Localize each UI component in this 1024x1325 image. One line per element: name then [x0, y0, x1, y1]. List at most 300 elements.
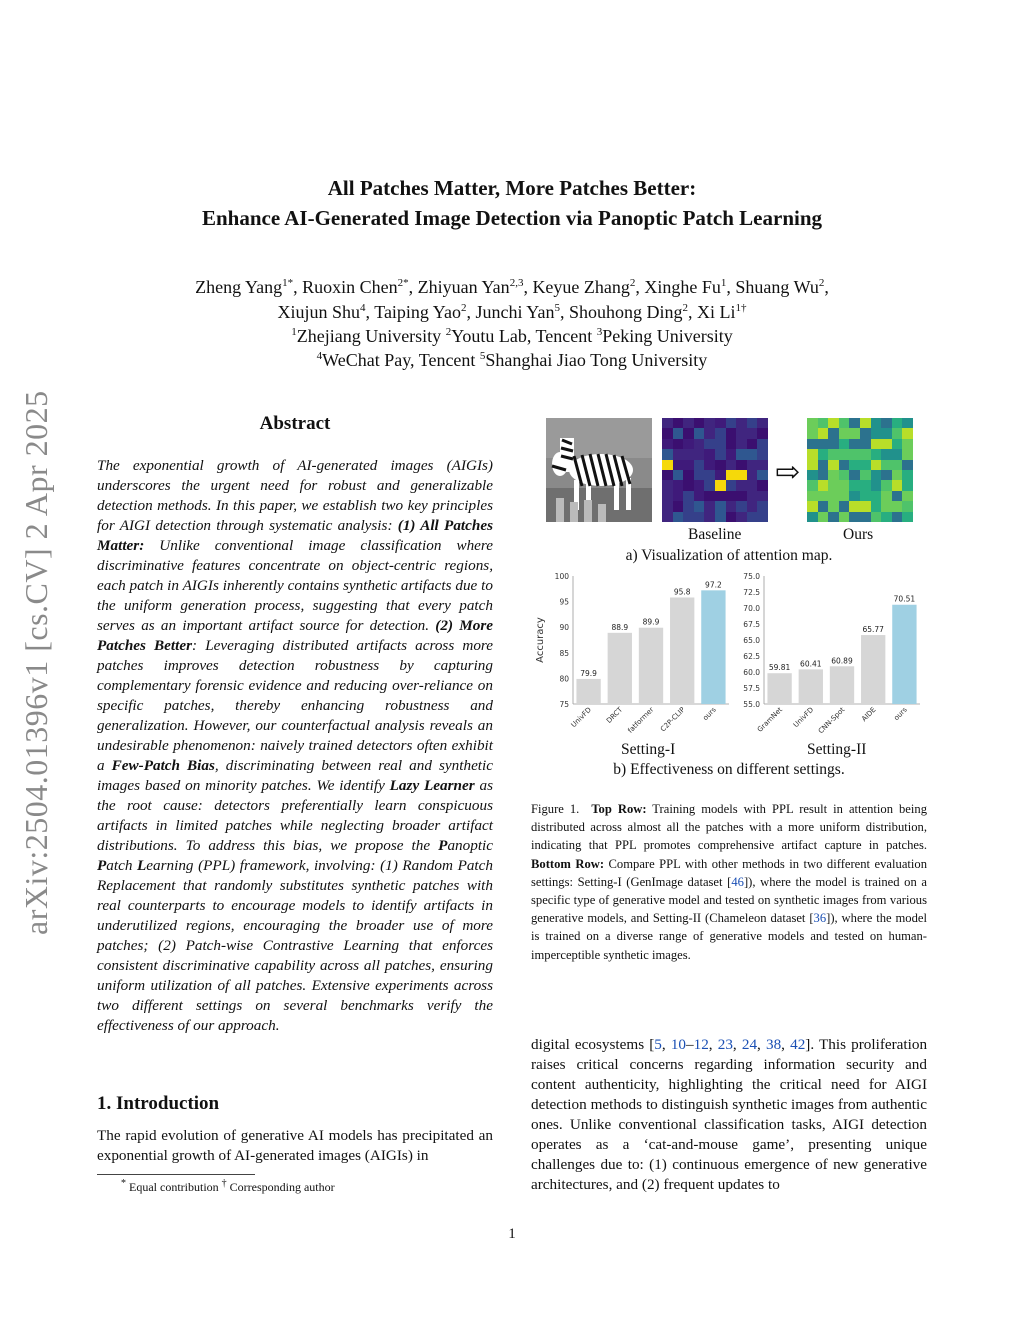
- attention-patch: [683, 491, 694, 502]
- attention-patch: [747, 418, 758, 429]
- footnote: * Equal contribution † Corresponding author: [121, 1178, 335, 1194]
- attention-patch: [747, 512, 758, 523]
- superscript: 2: [629, 277, 636, 289]
- attention-patch: [747, 501, 758, 512]
- attention-patch: [807, 418, 818, 429]
- attention-patch: [662, 512, 673, 523]
- attention-patch: [694, 418, 705, 429]
- attention-patch: [757, 501, 768, 512]
- zebra-image: [546, 418, 652, 522]
- intro-paragraph: The rapid evolution of generative AI models has precipitated an exponential growth of AI-generated images (AIGIs) in: [97, 1127, 493, 1164]
- attention-patch: [715, 512, 726, 523]
- attention-patch: [747, 491, 758, 502]
- attention-patch: [892, 449, 903, 460]
- bar-value-label: 97.2: [705, 580, 722, 590]
- attention-patch: [704, 460, 715, 471]
- attention-patch: [673, 480, 684, 491]
- attention-patch: [704, 428, 715, 439]
- y-tick-label: 62.5: [743, 652, 760, 661]
- bar-c2p-clip: [670, 598, 694, 704]
- attention-patch: [860, 449, 871, 460]
- bar-value-label: 70.51: [893, 594, 916, 604]
- citation-link[interactable]: 46: [731, 874, 744, 889]
- footnote-rule: [97, 1174, 255, 1175]
- attention-patch: [828, 418, 839, 429]
- attention-patch: [747, 460, 758, 471]
- superscript: 1†: [735, 302, 747, 314]
- y-tick-label: 75.0: [743, 572, 760, 581]
- page-number: 1: [508, 1226, 516, 1242]
- attention-patch: [860, 501, 871, 512]
- attention-patch: [849, 449, 860, 460]
- attention-patch: [807, 439, 818, 450]
- y-tick-label: 60.0: [743, 668, 760, 677]
- attention-patch: [747, 428, 758, 439]
- attention-patch: [726, 439, 737, 450]
- attention-patch: [807, 512, 818, 523]
- y-tick-label: 75: [559, 700, 569, 709]
- attention-patch: [902, 470, 913, 481]
- author-name: Shuang Wu: [735, 277, 819, 297]
- attention-patch: [828, 460, 839, 471]
- caption-a: a) Visualization of attention map.: [625, 547, 833, 564]
- abstract-emphasis: Lazy Learner: [389, 777, 475, 794]
- attention-patch: [839, 501, 850, 512]
- attention-patch: [683, 470, 694, 481]
- bar-fatformer: [639, 628, 663, 704]
- x-tick-label: fatformer: [626, 705, 656, 735]
- attention-patch: [757, 460, 768, 471]
- y-tick-label: 95: [559, 597, 569, 607]
- x-tick-label: DRCT: [605, 705, 625, 725]
- attention-patch: [757, 449, 768, 460]
- attention-patch: [694, 449, 705, 460]
- abstract-emphasis: P: [438, 837, 448, 854]
- attention-patch: [807, 428, 818, 439]
- intro-heading: 1. Introduction: [97, 1093, 220, 1114]
- attention-patch: [694, 460, 705, 471]
- attention-patch: [902, 501, 913, 512]
- attention-patch: [736, 491, 747, 502]
- citation-link[interactable]: 38: [765, 1036, 782, 1053]
- attention-patch: [892, 418, 903, 429]
- paper-title-line2: Enhance AI-Generated Image Detection via Panoptic Patch Learning: [201, 206, 823, 230]
- attention-patch: [673, 449, 684, 460]
- attention-patch: [881, 512, 892, 523]
- attention-patch: [849, 491, 860, 502]
- citation-link[interactable]: 12: [693, 1036, 709, 1053]
- attention-patch: [818, 470, 829, 481]
- attention-patch: [871, 470, 882, 481]
- arrow-right-icon: ⇨: [775, 456, 801, 489]
- x-tick-label: ours: [701, 705, 718, 723]
- attention-patch: [828, 512, 839, 523]
- attention-patch: [818, 439, 829, 450]
- attention-patch: [683, 480, 694, 491]
- affiliation: Shanghai Jiao Tong University: [485, 350, 708, 370]
- attention-patch: [860, 418, 871, 429]
- attention-patch: [715, 470, 726, 481]
- y-tick-label: 80: [559, 674, 569, 684]
- attention-patch: [902, 449, 913, 460]
- x-tick-label: ours: [892, 705, 909, 723]
- paper-title-line1: All Patches Matter, More Patches Better:: [327, 176, 697, 200]
- attention-patch: [736, 512, 747, 523]
- x-tick-label: GramNet: [755, 705, 785, 734]
- x-tick-label: UnivFD: [791, 705, 816, 730]
- attention-patch: [736, 428, 747, 439]
- attention-patch: [818, 480, 829, 491]
- attention-patch: [818, 512, 829, 523]
- attention-patch: [662, 501, 673, 512]
- attention-patch: [704, 501, 715, 512]
- attention-patch: [715, 491, 726, 502]
- attention-patch: [683, 418, 694, 429]
- attention-patch: [673, 470, 684, 481]
- y-tick-label: 57.5: [743, 684, 760, 693]
- attention-patch: [726, 460, 737, 471]
- attention-patch: [860, 439, 871, 450]
- attention-patch: [828, 501, 839, 512]
- bar-drct: [608, 633, 632, 704]
- citation-link[interactable]: 10: [670, 1036, 687, 1053]
- attention-patch: [881, 439, 892, 450]
- attention-patch: [683, 460, 694, 471]
- attention-patch: [715, 449, 726, 460]
- attention-patch: [871, 449, 882, 460]
- bar-ours: [892, 605, 916, 704]
- attention-patch: [726, 501, 737, 512]
- attention-patch: [860, 491, 871, 502]
- superscript: 2*: [397, 277, 409, 289]
- attention-patch: [902, 512, 913, 523]
- attention-patch: [828, 480, 839, 491]
- arxiv-identifier: arXiv:2504.01396v1 [cs.CV] 2 Apr 2025: [18, 390, 54, 935]
- citation-link[interactable]: 24: [741, 1036, 758, 1053]
- attention-patch: [892, 439, 903, 450]
- bar-ours: [701, 590, 725, 704]
- attention-patch: [871, 460, 882, 471]
- attention-patch: [881, 428, 892, 439]
- attention-patch: [881, 501, 892, 512]
- attention-patch: [839, 491, 850, 502]
- bar-univfd: [576, 679, 600, 704]
- attention-patch: [902, 439, 913, 450]
- attention-patch: [871, 480, 882, 491]
- author-name: Ruoxin Chen: [302, 277, 398, 297]
- affiliation-line-2: [0, 344, 1024, 372]
- attention-patch: [704, 491, 715, 502]
- attention-patch: [849, 480, 860, 491]
- attention-patch: [828, 439, 839, 450]
- attention-patch: [902, 418, 913, 429]
- attention-patch: [704, 512, 715, 523]
- affiliation: Peking University: [602, 326, 733, 346]
- attention-patch: [807, 449, 818, 460]
- bar-cnn-spot: [830, 666, 854, 704]
- author-name: Xiujun Shu: [277, 302, 361, 322]
- y-tick-label: 70.0: [743, 604, 760, 613]
- attention-patch: [902, 480, 913, 491]
- attention-patch: [704, 418, 715, 429]
- abstract-emphasis: (2) More Patches Better: [97, 617, 493, 654]
- attention-patch: [839, 449, 850, 460]
- attention-patch: [662, 480, 673, 491]
- superscript: 1*: [282, 277, 294, 289]
- attention-patch: [839, 439, 850, 450]
- attention-patch: [818, 418, 829, 429]
- attention-patch: [902, 460, 913, 471]
- chart-setting-2: [730, 570, 930, 748]
- attention-patch: [715, 418, 726, 429]
- attention-patch: [892, 428, 903, 439]
- author-name: Shouhong Ding: [568, 302, 683, 322]
- abstract-text: : Leveraging distributed artifacts across more patches improves detection robustness by capturing complementary forensic evidence and reducing over-reliance on specific patches, thereby enhancing robustness and generalization. However, our counterfactual analysis reveals an undesirable phenomenon: naively trained detectors often exhibit a: [97, 637, 494, 774]
- attention-patch: [673, 428, 684, 439]
- attention-patch: [694, 501, 705, 512]
- attention-patch: [881, 470, 892, 481]
- attention-patch: [662, 428, 673, 439]
- attention-patch: [747, 480, 758, 491]
- attention-patch: [694, 512, 705, 523]
- attention-patch: [871, 418, 882, 429]
- attention-patch: [736, 439, 747, 450]
- attention-patch: [881, 418, 892, 429]
- bar-value-label: 65.77: [862, 625, 884, 635]
- x-tick-label: CNN-Spot: [816, 705, 847, 736]
- citation-link[interactable]: 42: [790, 1036, 806, 1053]
- attention-patch: [736, 449, 747, 460]
- attention-patch: [849, 460, 860, 471]
- attention-patch: [726, 491, 737, 502]
- superscript: 2: [460, 302, 467, 314]
- abstract-emphasis: Few-Patch Bias: [111, 757, 215, 774]
- figure-caption: Figure 1. Top Row: Training models with PPL result in attention being distributed across almost all the patches with a more uniform distribution, indicating that PPL promotes comprehensive artifact capture in patches. Bottom Row: Compare PPL with other methods in two different evaluation settings: Setting-I (GenImage dataset [46]), where the model is trained on a specific type of generative model and tested on synthetic images from various generative models, and Setting-II (Chameleon dataset [36]), where the model is trained on a diverse range of generative models and tested on human-imperceptible synthetic images.: [531, 802, 927, 962]
- baseline-label: Baseline: [688, 526, 742, 543]
- ours-attention-map: [807, 418, 913, 522]
- attention-patch: [860, 428, 871, 439]
- x-tick-label: UnivFD: [569, 705, 594, 730]
- attention-patch: [807, 460, 818, 471]
- attention-patch: [715, 439, 726, 450]
- abstract-text: earning (PPL) framework, involving: (1) Random Patch Replacement that randomly substitutes synthetic patches with real counterparts to encourage models to identify artifacts in underutilized regions, encouraging the broader use of more patches; (2) Patch-wise Contrastive Learning that enforces consistent discriminative capability across all patches, ensuring uniform utilization of all patches. Extensive experiments across two different settings on several benchmarks verify the effectiveness of our approach.: [97, 857, 493, 1034]
- bar-value-label: 79.9: [580, 668, 597, 678]
- attention-patch: [662, 491, 673, 502]
- citation-link[interactable]: 5: [654, 1036, 662, 1053]
- attention-patch: [892, 501, 903, 512]
- attention-patch: [704, 480, 715, 491]
- attention-patch: [828, 449, 839, 460]
- attention-patch: [747, 449, 758, 460]
- attention-patch: [757, 470, 768, 481]
- attention-patch: [849, 418, 860, 429]
- superscript: 1: [720, 277, 727, 289]
- attention-patch: [839, 480, 850, 491]
- author-name: Xinghe Fu: [644, 277, 721, 297]
- attention-patch: [892, 460, 903, 471]
- bar-value-label: 59.81: [768, 663, 791, 673]
- attention-patch: [683, 439, 694, 450]
- attention-patch: [881, 460, 892, 471]
- y-tick-label: 85: [559, 648, 569, 658]
- attention-patch: [673, 418, 684, 429]
- attention-patch: [892, 480, 903, 491]
- superscript: 2: [818, 277, 825, 289]
- citation-link[interactable]: 36: [813, 911, 827, 926]
- attention-patch: [683, 501, 694, 512]
- attention-patch: [849, 428, 860, 439]
- attention-patch: [694, 480, 705, 491]
- attention-patch: [662, 460, 673, 471]
- attention-patch: [757, 428, 768, 439]
- attention-patch: [871, 491, 882, 502]
- attention-patch: [828, 491, 839, 502]
- x-tick-label: AIDE: [860, 705, 878, 724]
- attention-patch: [818, 428, 829, 439]
- attention-patch: [892, 512, 903, 523]
- author-name: Junchi Yan: [475, 302, 555, 322]
- attention-patch: [683, 428, 694, 439]
- attention-patch: [736, 501, 747, 512]
- abstract-text: Unlike conventional image classification where discriminative features concentrate on object-centric regions, each patch in AIGIs inherently contains synthetic artifacts due to the uniform generation process, suggesting that every patch serves as an important artifact source for detection.: [97, 537, 493, 634]
- setting2-label: Setting-II: [807, 741, 867, 758]
- attention-patch: [694, 428, 705, 439]
- author-name: Xi Li: [696, 302, 736, 322]
- attention-patch: [704, 439, 715, 450]
- attention-patch: [673, 439, 684, 450]
- attention-patch: [828, 428, 839, 439]
- bar-value-label: 89.9: [642, 617, 660, 627]
- superscript: 4: [316, 350, 323, 362]
- attention-patch: [839, 460, 850, 471]
- attention-patch: [736, 480, 747, 491]
- bar-value-label: 60.41: [800, 659, 822, 669]
- superscript: 2,3: [509, 277, 524, 289]
- attention-patch: [662, 439, 673, 450]
- attention-patch: [871, 439, 882, 450]
- attention-patch: [757, 480, 768, 491]
- superscript: 2: [682, 302, 688, 314]
- attention-patch: [747, 439, 758, 450]
- attention-patch: [860, 470, 871, 481]
- attention-patch: [704, 470, 715, 481]
- author-name: Zheng Yang: [195, 277, 283, 297]
- setting1-label: Setting-I: [621, 741, 676, 758]
- affiliation: Zhejiang University: [296, 326, 442, 346]
- abstract-text: as the root cause: detectors preferentially learn conspicuous artifacts in limited patches while neglecting broader artifact distributions. To address this bias, we propose the: [97, 777, 493, 854]
- attention-patch: [747, 470, 758, 481]
- attention-patch: [726, 470, 737, 481]
- author-name: Keyue Zhang: [532, 277, 630, 297]
- bar-value-label: 60.89: [831, 656, 853, 666]
- baseline-attention-map: [662, 418, 768, 522]
- bar-value-label: 95.8: [673, 587, 691, 597]
- abstract-emphasis: P: [97, 857, 107, 874]
- x-tick-label: C2P-CLIP: [659, 705, 687, 734]
- attention-patch: [892, 470, 903, 481]
- bar-aide: [861, 635, 885, 704]
- superscript: 4: [360, 302, 366, 314]
- attention-patch: [662, 470, 673, 481]
- attention-patch: [715, 428, 726, 439]
- attention-patch: [818, 491, 829, 502]
- attention-patch: [694, 491, 705, 502]
- attention-patch: [839, 418, 850, 429]
- attention-patch: [736, 470, 747, 481]
- attention-patch: [902, 491, 913, 502]
- author-name: Zhiyuan Yan: [417, 277, 510, 297]
- attention-patch: [757, 418, 768, 429]
- attention-patch: [757, 491, 768, 502]
- attention-patch: [807, 480, 818, 491]
- attention-patch: [818, 449, 829, 460]
- abstract-text: atch: [106, 857, 137, 874]
- citation-link[interactable]: 23: [717, 1036, 733, 1053]
- zebra-drawing: [546, 418, 652, 522]
- attention-patch: [881, 449, 892, 460]
- attention-patch: [849, 439, 860, 450]
- attention-patch: [662, 449, 673, 460]
- abstract-text: The exponential growth of AI-generated images (AIGIs) underscores the urgent need for robust and generalizable detection methods. In this paper, we establish two key principles for AIGI detection through systematic analysis:: [97, 457, 493, 534]
- attention-patch: [726, 480, 737, 491]
- caption-b: b) Effectiveness on different settings.: [613, 761, 845, 778]
- attention-patch: [683, 512, 694, 523]
- bar-value-label: 88.9: [611, 622, 629, 632]
- attention-patch: [860, 512, 871, 523]
- attention-patch: [736, 460, 747, 471]
- y-tick-label: 55.0: [743, 700, 760, 709]
- superscript: 1: [291, 326, 297, 338]
- bar-gramnet: [767, 673, 791, 704]
- y-tick-label: 100: [554, 572, 569, 581]
- attention-patch: [860, 460, 871, 471]
- attention-patch: [902, 428, 913, 439]
- attention-patch: [694, 439, 705, 450]
- attention-patch: [726, 449, 737, 460]
- abstract-heading: Abstract: [259, 413, 331, 434]
- attention-patch: [839, 512, 850, 523]
- attention-patch: [715, 480, 726, 491]
- attention-patch: [860, 480, 871, 491]
- attention-patch: [726, 418, 737, 429]
- attention-patch: [715, 501, 726, 512]
- affiliation: WeChat Pay, Tencent: [322, 350, 476, 370]
- abstract-body: [97, 456, 493, 1036]
- superscript: 2: [445, 326, 452, 338]
- ours-label: Ours: [843, 526, 874, 543]
- attention-patch: [828, 470, 839, 481]
- superscript: 5: [479, 350, 486, 362]
- attention-patch: [849, 470, 860, 481]
- attention-patch: [871, 428, 882, 439]
- attention-patch: [807, 491, 818, 502]
- attention-patch: [673, 491, 684, 502]
- attention-patch: [726, 428, 737, 439]
- attention-patch: [726, 512, 737, 523]
- superscript: 3: [596, 326, 603, 338]
- attention-patch: [757, 439, 768, 450]
- attention-patch: [683, 449, 694, 460]
- y-axis-label: Accuracy: [535, 617, 546, 663]
- attention-patch: [704, 449, 715, 460]
- attention-patch: [849, 501, 860, 512]
- attention-patch: [818, 501, 829, 512]
- attention-patch: [694, 470, 705, 481]
- y-tick-label: 67.5: [743, 620, 760, 629]
- abstract-text: anoptic: [447, 837, 493, 854]
- attention-patch: [715, 460, 726, 471]
- abstract-emphasis: L: [137, 857, 147, 874]
